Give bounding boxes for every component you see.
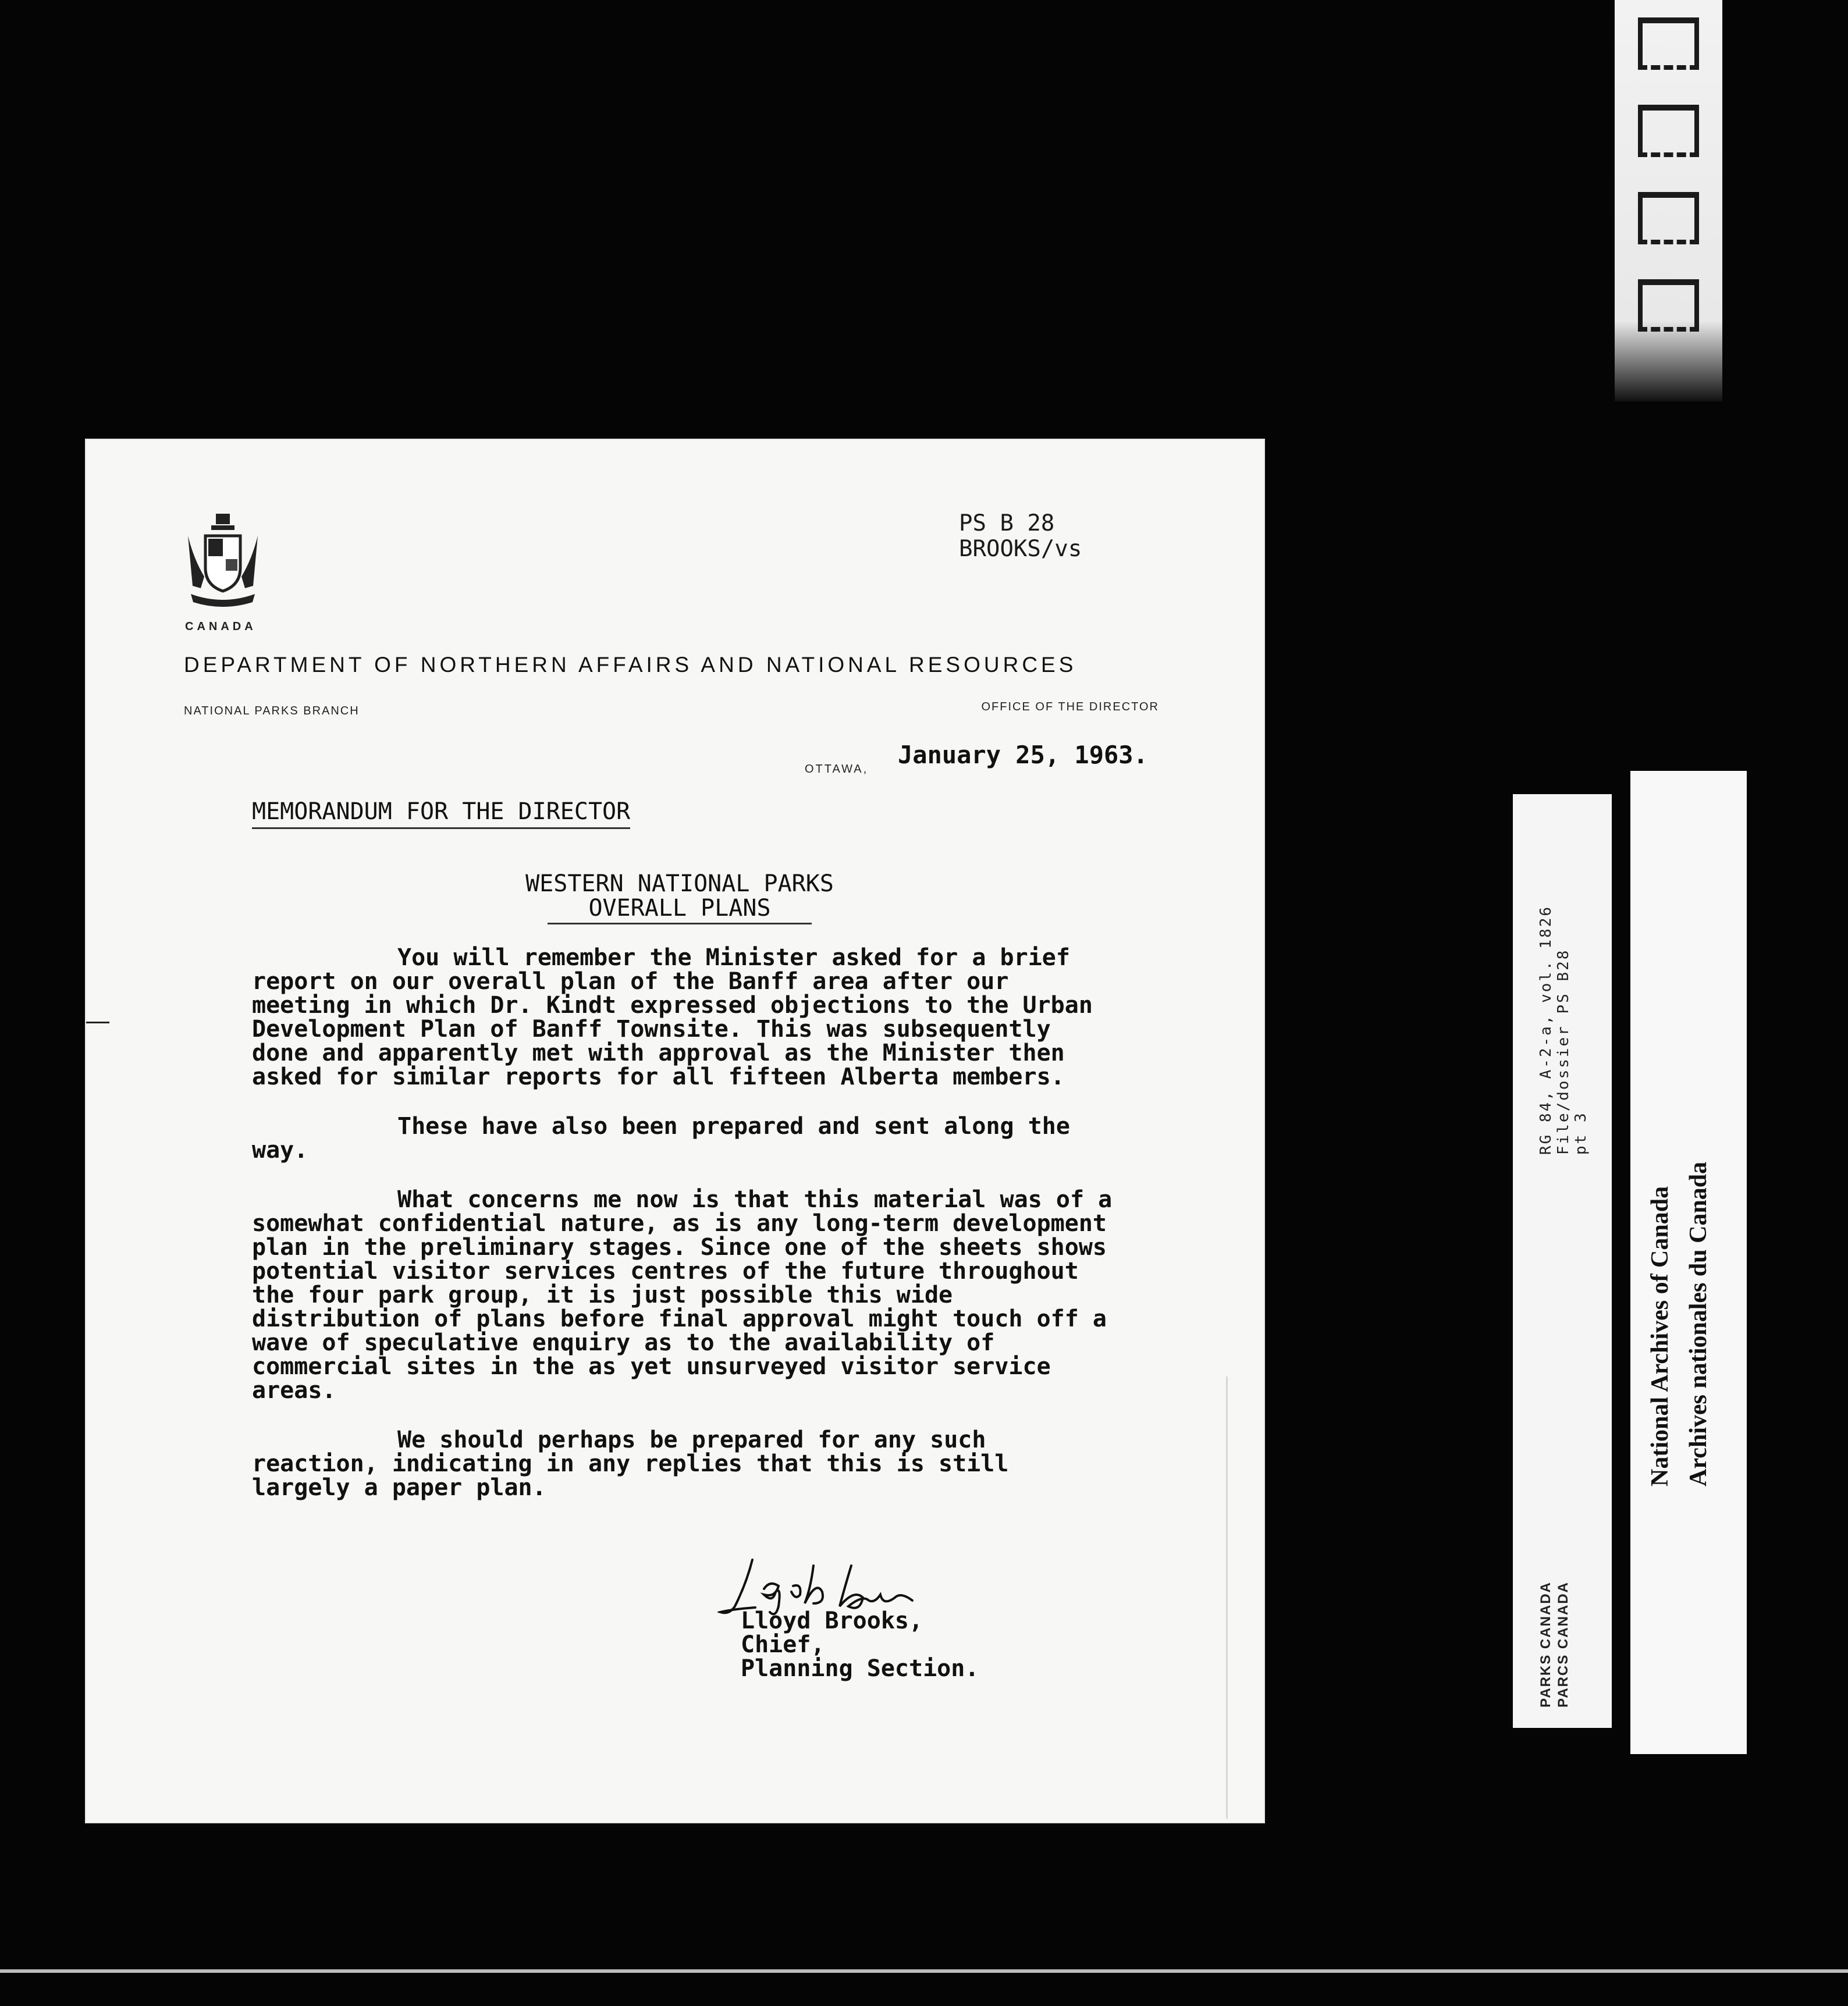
memo-heading: MEMORANDUM FOR THE DIRECTOR bbox=[252, 798, 630, 829]
file-reference-line2: BROOKS/vs bbox=[959, 536, 1082, 562]
page-fold bbox=[1226, 1377, 1251, 1819]
file-reference-line1: PS B 28 bbox=[959, 510, 1055, 536]
archive-reference-text bbox=[1537, 905, 1590, 1155]
signer-title: Chief, bbox=[741, 1631, 825, 1658]
memo-page bbox=[86, 440, 1264, 1822]
archives-en: National Archives of Canada bbox=[1647, 1186, 1673, 1486]
subject-heading bbox=[517, 872, 843, 924]
memo-body bbox=[252, 946, 1119, 1525]
margin-mark bbox=[86, 1022, 109, 1023]
paragraph-4: We should perhaps be prepared for any such reaction, indicating in any replies that this is still largely a paper plan. bbox=[252, 1427, 1009, 1501]
archive-reference-label bbox=[1513, 794, 1612, 1728]
memo-date: January 25, 1963. bbox=[898, 741, 1148, 769]
paragraph-3: What concerns me now is that this material was of a somewhat confidential nature, as is any long-term development plan in the preliminary stages. Since one of the sheets shows potential visitor services centres of the future throughout the four park group, it is just possible this wide distribution of plans before final approval might touch off a wave of speculative enquiry as to the availability of commercial sites in the as yet unsurveyed visitor service areas. bbox=[252, 1186, 1113, 1404]
coat-of-arms-icon bbox=[182, 513, 264, 609]
film-frame bbox=[1638, 192, 1699, 244]
signer-section: Planning Section. bbox=[741, 1655, 979, 1682]
paragraph-1: You will remember the Minister asked for a brief report on our overall plan of the Banff area after our meeting in which Dr. Kindt expressed objections to the Urban Development Plan of Banff Townsite. This was subsequently done and apparently met with approval as the Minister then asked for similar reports for all fifteen Alberta members. bbox=[252, 944, 1093, 1090]
signer-name: Lloyd Brooks, bbox=[741, 1607, 923, 1634]
film-frame bbox=[1638, 279, 1699, 332]
archives-fr: Archives nationales du Canada bbox=[1685, 1161, 1712, 1486]
parks-canada-fr: PARCS CANADA bbox=[1555, 1581, 1571, 1708]
city-label: OTTAWA, bbox=[805, 763, 869, 776]
parks-canada-text bbox=[1537, 1581, 1572, 1708]
paragraph-2: These have also been prepared and sent along the way. bbox=[252, 1113, 1070, 1164]
department-name: DEPARTMENT OF NORTHERN AFFAIRS AND NATIONAL RESOURCES bbox=[184, 653, 1077, 677]
archive-reference-line3: pt 3 bbox=[1572, 1111, 1590, 1155]
office-name: OFFICE OF THE DIRECTOR bbox=[981, 700, 1159, 713]
signature-block bbox=[741, 1609, 979, 1681]
film-frame bbox=[1638, 105, 1699, 157]
film-strip bbox=[1615, 0, 1722, 401]
subject-line2: OVERALL PLANS bbox=[548, 896, 811, 924]
national-archives-text bbox=[1641, 1162, 1718, 1486]
scan-edge-line bbox=[0, 1969, 1848, 1973]
letterhead-country: CANADA bbox=[185, 620, 257, 633]
film-frame bbox=[1638, 17, 1699, 70]
archive-reference-line2: File/dossier PS B28 bbox=[1555, 948, 1572, 1155]
archive-reference-line1: RG 84, A-2-a, vol. 1826 bbox=[1537, 905, 1555, 1155]
file-reference bbox=[959, 511, 1082, 562]
branch-name: NATIONAL PARKS BRANCH bbox=[184, 705, 360, 717]
parks-canada-en: PARKS CANADA bbox=[1538, 1581, 1554, 1708]
national-archives-label bbox=[1630, 771, 1747, 1754]
subject-line1: WESTERN NATIONAL PARKS bbox=[525, 870, 834, 897]
